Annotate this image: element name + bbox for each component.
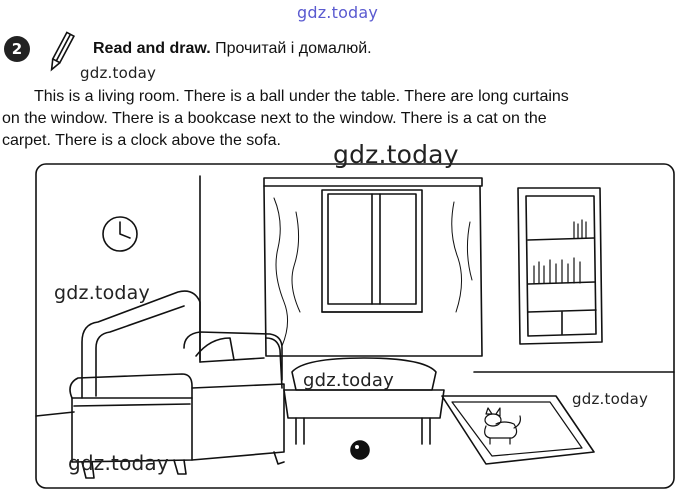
task-title (93, 40, 372, 58)
task-number-badge-icon (2, 34, 32, 64)
task-text-line: on the window. There is a bookcase next to the window. There is a cat on the (2, 110, 547, 127)
ball-icon (351, 441, 369, 459)
task-text-line: This is a living room. There is a ball under the table. There are long curtains (34, 88, 569, 105)
window (322, 190, 422, 312)
bookcase (518, 188, 602, 344)
watermark-3: gdz.today (54, 282, 150, 304)
watermark-top: gdz.today (297, 3, 379, 22)
watermark-6: gdz.today (68, 451, 169, 475)
task-text-line: carpet. There is a clock above the sofa. (2, 132, 281, 149)
task-title-english: Read and draw. (93, 40, 211, 57)
cat-icon (485, 408, 521, 444)
books (534, 220, 586, 283)
watermark-1: gdz.today (80, 64, 157, 82)
picture-frame (36, 164, 674, 488)
task-title-ukrainian: Прочитай і домалюй. (215, 40, 372, 57)
watermark-2: gdz.today (333, 140, 459, 169)
watermark-4: gdz.today (303, 370, 395, 391)
watermark-5: gdz.today (572, 390, 649, 408)
floor-line (36, 412, 74, 416)
task-number: 2 (11, 40, 23, 58)
floor-corner (200, 358, 264, 362)
living-room-drawing (34, 162, 676, 490)
clock-icon (103, 217, 137, 251)
pencil-icon (46, 30, 76, 74)
window-curtains (264, 178, 482, 356)
sofa (70, 291, 284, 478)
